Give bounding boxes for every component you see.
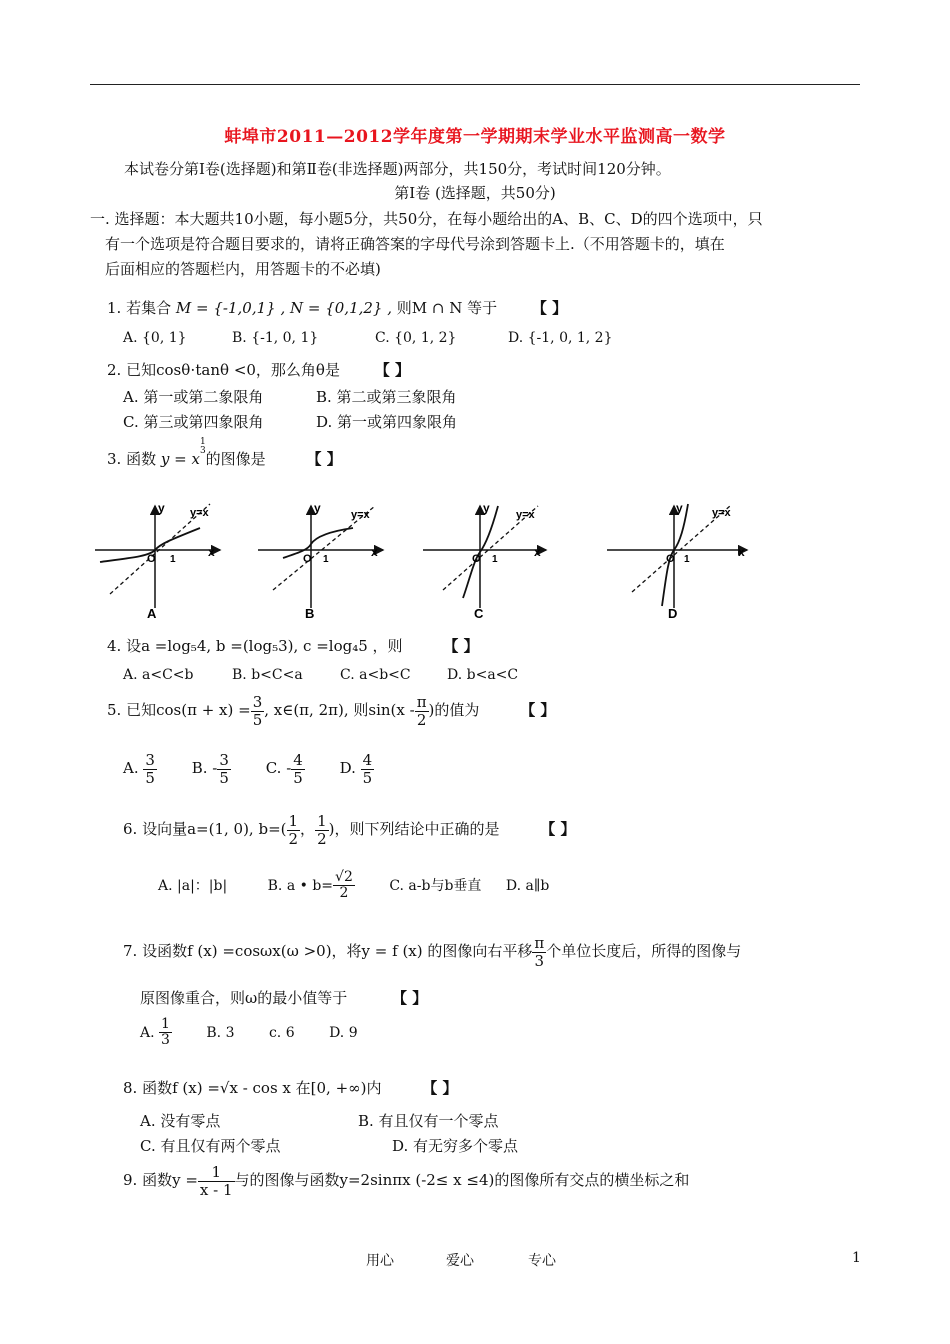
q6-option-c: C. a-b与b垂直 xyxy=(389,877,482,894)
answer-bracket: 【 】 xyxy=(540,820,576,838)
question-6: 6. 设向量a=(1, 0), b=( $\frac{1}{2}$ ， $\frac{1}{2}$ )，则下列结论中正确的是 【 】 xyxy=(123,812,576,848)
question-text: , x∈(π, 2π), 则sin(x - xyxy=(264,701,415,719)
question-text: 个单位长度后，所得的图像与 xyxy=(546,942,742,960)
x-axis-label: x xyxy=(534,545,541,559)
fraction: $\frac{1}{x - 1}$ xyxy=(199,1163,233,1199)
x-axis-label: x xyxy=(208,545,215,559)
graph-label-b: B xyxy=(305,606,315,621)
q7-option-a: A. $\frac{1}{3}$ xyxy=(140,1016,170,1049)
question-text: 设a =log₅4, b =(log₅3), c =log₄5 ，则 xyxy=(126,637,403,655)
question-text: 的图像是 xyxy=(205,450,266,468)
question-text: 设函数f (x) =cosωx(ω >0)，将y = f (x) 的图像向右平移 xyxy=(142,942,533,960)
q1-option-b: B. {-1, 0, 1} xyxy=(232,330,319,346)
tick-label: 1 xyxy=(323,554,329,565)
question-text: 函数 xyxy=(126,450,157,468)
answer-bracket: 【 】 xyxy=(443,637,479,655)
y-axis-label: y xyxy=(483,501,490,515)
question-formula: y = x xyxy=(160,450,200,468)
answer-bracket: 【 】 xyxy=(306,450,342,468)
graph-a xyxy=(95,501,220,621)
question-8 xyxy=(123,1077,458,1098)
question-text: )，则下列结论中正确的是 xyxy=(328,820,500,838)
q3-graphs xyxy=(90,498,850,623)
answer-bracket: 【 】 xyxy=(422,1079,458,1097)
footer-item: 用心 xyxy=(366,1253,394,1269)
question-3 xyxy=(107,437,342,469)
question-text: 函数f (x) =√x - cos x 在[0, +∞)内 xyxy=(142,1079,382,1097)
question-text: 原图像重合，则ω的最小值等于 xyxy=(140,989,348,1007)
header-rule xyxy=(90,84,860,85)
q8-option-a: A. 没有零点 xyxy=(140,1112,221,1130)
answer-bracket: 【 】 xyxy=(520,701,556,719)
question-text: 则M ∩ N 等于 xyxy=(396,299,498,317)
origin-label: O xyxy=(303,553,312,565)
x-axis-label: x xyxy=(738,545,745,559)
origin-label: O xyxy=(147,553,156,565)
q1-option-c: C. {0, 1, 2} xyxy=(375,330,457,346)
graph-d xyxy=(607,501,747,621)
q8-option-c: C. 有且仅有两个零点 xyxy=(140,1137,281,1155)
q7-options xyxy=(140,1017,358,1049)
question-number: 5. xyxy=(107,701,127,719)
q4-option-d: D. b<a<C xyxy=(447,667,519,683)
fraction: $\frac{1}{2}$ xyxy=(317,812,327,848)
q7-option-c: c. 6 xyxy=(268,1024,295,1041)
q8-option-d: D. 有无穷多个零点 xyxy=(392,1137,519,1155)
q5-options xyxy=(123,752,374,786)
line-label: y=x xyxy=(190,507,209,519)
q6-option-a: A. |a|：|b| xyxy=(158,877,228,894)
tick-label: 1 xyxy=(170,554,176,565)
question-text: 已知cos(π + x) = xyxy=(126,701,251,719)
graph-label-d: D xyxy=(668,606,678,621)
origin-label: O xyxy=(472,553,481,565)
fraction: $\frac{\pi}{2}$ xyxy=(416,693,427,729)
question-number: 8. xyxy=(123,1079,143,1097)
question-5 xyxy=(107,694,555,728)
answer-bracket: 【 】 xyxy=(531,299,568,317)
question-text: 函数y = xyxy=(142,1171,198,1189)
page-number: 1 xyxy=(852,1250,861,1266)
question-9 xyxy=(123,1164,689,1198)
fraction: $\frac{3}{5}$ xyxy=(252,693,263,729)
graph-label-a: A xyxy=(147,606,157,621)
question-number: 2. xyxy=(107,361,127,379)
question-2 xyxy=(107,359,410,380)
footer-item: 专心 xyxy=(528,1253,556,1269)
line-label: y=x xyxy=(712,507,731,519)
q5-option-d: D. $\frac{4}{5}$ xyxy=(339,751,373,787)
graph-b xyxy=(258,501,383,621)
q2-option-a: A. 第一或第二象限角 xyxy=(123,388,264,406)
line-label: y=x xyxy=(351,509,370,521)
q6-option-b: B. a • b= $\frac{√2}{2}$ xyxy=(267,869,353,902)
q1-option-a: A. {0, 1} xyxy=(123,330,187,346)
answer-bracket: 【 】 xyxy=(392,989,428,1007)
y-axis-label: y xyxy=(158,501,165,515)
q4-option-a: A. a<C<b xyxy=(123,667,194,683)
question-number: 9. xyxy=(123,1171,143,1189)
fraction: $\frac{1}{2}$ xyxy=(288,812,299,848)
question-number: 4. xyxy=(107,637,127,655)
part1-title: 第Ⅰ卷 (选择题，共50分) xyxy=(394,184,556,202)
question-4 xyxy=(107,635,479,656)
y-axis-label: y xyxy=(676,501,683,515)
question-text: 与的图像与函数y=2sinπx (-2≤ x ≤4)的图像所有交点的横坐标之和 xyxy=(234,1171,690,1189)
page-title: 蚌埠市2011—2012学年度第一学期期末学业水平监测高一数学 xyxy=(224,127,726,147)
question-text: 已知cosθ⋅tanθ <0，那么角θ是 xyxy=(126,361,340,379)
tick-label: 1 xyxy=(492,554,498,565)
question-text: 设向量a=(1, 0), b=( xyxy=(142,820,287,838)
question-formula: M = {-1,0,1} , N = {0,1,2} , xyxy=(175,299,392,317)
q5-option-b: B. - $\frac{3}{5}$ xyxy=(191,751,229,787)
q6-options xyxy=(158,870,549,902)
line-label: y=x xyxy=(516,509,535,521)
question-number: 3. xyxy=(107,450,127,468)
x-axis-label: x xyxy=(371,545,378,559)
q6-option-d: D. a∥b xyxy=(505,877,550,894)
answer-bracket: 【 】 xyxy=(374,361,410,379)
q5-option-c: C. - $\frac{4}{5}$ xyxy=(265,751,303,787)
q5-option-a: A. $\frac{3}{5}$ xyxy=(123,751,155,787)
origin-label: O xyxy=(666,553,675,565)
graph-label-c: C xyxy=(474,606,484,621)
q2-option-c: C. 第三或第四象限角 xyxy=(123,413,264,431)
section-instructions-2: 有一个选项是符合题目要求的，请将正确答案的字母代号涂到答题卡上.（不用答题卡的，填在 xyxy=(105,235,725,253)
fraction: $\frac{\pi}{3}$ xyxy=(534,934,545,970)
question-number: 6. xyxy=(123,820,143,838)
section-instructions-1: 一. 选择题：本大题共10小题，每小题5分，共50分，在每小题给出的A、B、C、D的四个选项中，只 xyxy=(90,210,763,228)
q7-option-d: D. 9 xyxy=(329,1024,358,1041)
exam-intro: 本试卷分第Ⅰ卷(选择题)和第Ⅱ卷(非选择题)两部分，共150分，考试时间120分钟。 xyxy=(124,160,671,178)
q1-option-d: D. {-1, 0, 1, 2} xyxy=(508,330,613,346)
question-text: )的值为 xyxy=(428,701,480,719)
question-7 xyxy=(123,935,741,969)
section-instructions-3: 后面相应的答题栏内，用答题卡的不必填) xyxy=(105,260,381,278)
question-number: 7. xyxy=(123,942,143,960)
q2-option-d: D. 第一或第四象限角 xyxy=(316,413,458,431)
tick-label: 1 xyxy=(684,554,690,565)
footer-item: 爱心 xyxy=(446,1253,474,1269)
exponent-fraction: 1 3 xyxy=(199,437,206,456)
y-axis-label: y xyxy=(314,501,321,515)
graph-c xyxy=(423,501,546,621)
q4-option-c: C. a<b<C xyxy=(340,667,411,683)
question-number: 1. xyxy=(107,299,127,317)
question-1 xyxy=(107,297,567,318)
q2-option-b: B. 第二或第三象限角 xyxy=(316,388,457,406)
question-7-line-2 xyxy=(140,987,427,1008)
q7-option-b: B. 3 xyxy=(206,1024,235,1041)
q8-option-b: B. 有且仅有一个零点 xyxy=(358,1112,499,1130)
question-text: 若集合 xyxy=(126,299,172,317)
q4-option-b: B. b<C<a xyxy=(232,667,303,683)
